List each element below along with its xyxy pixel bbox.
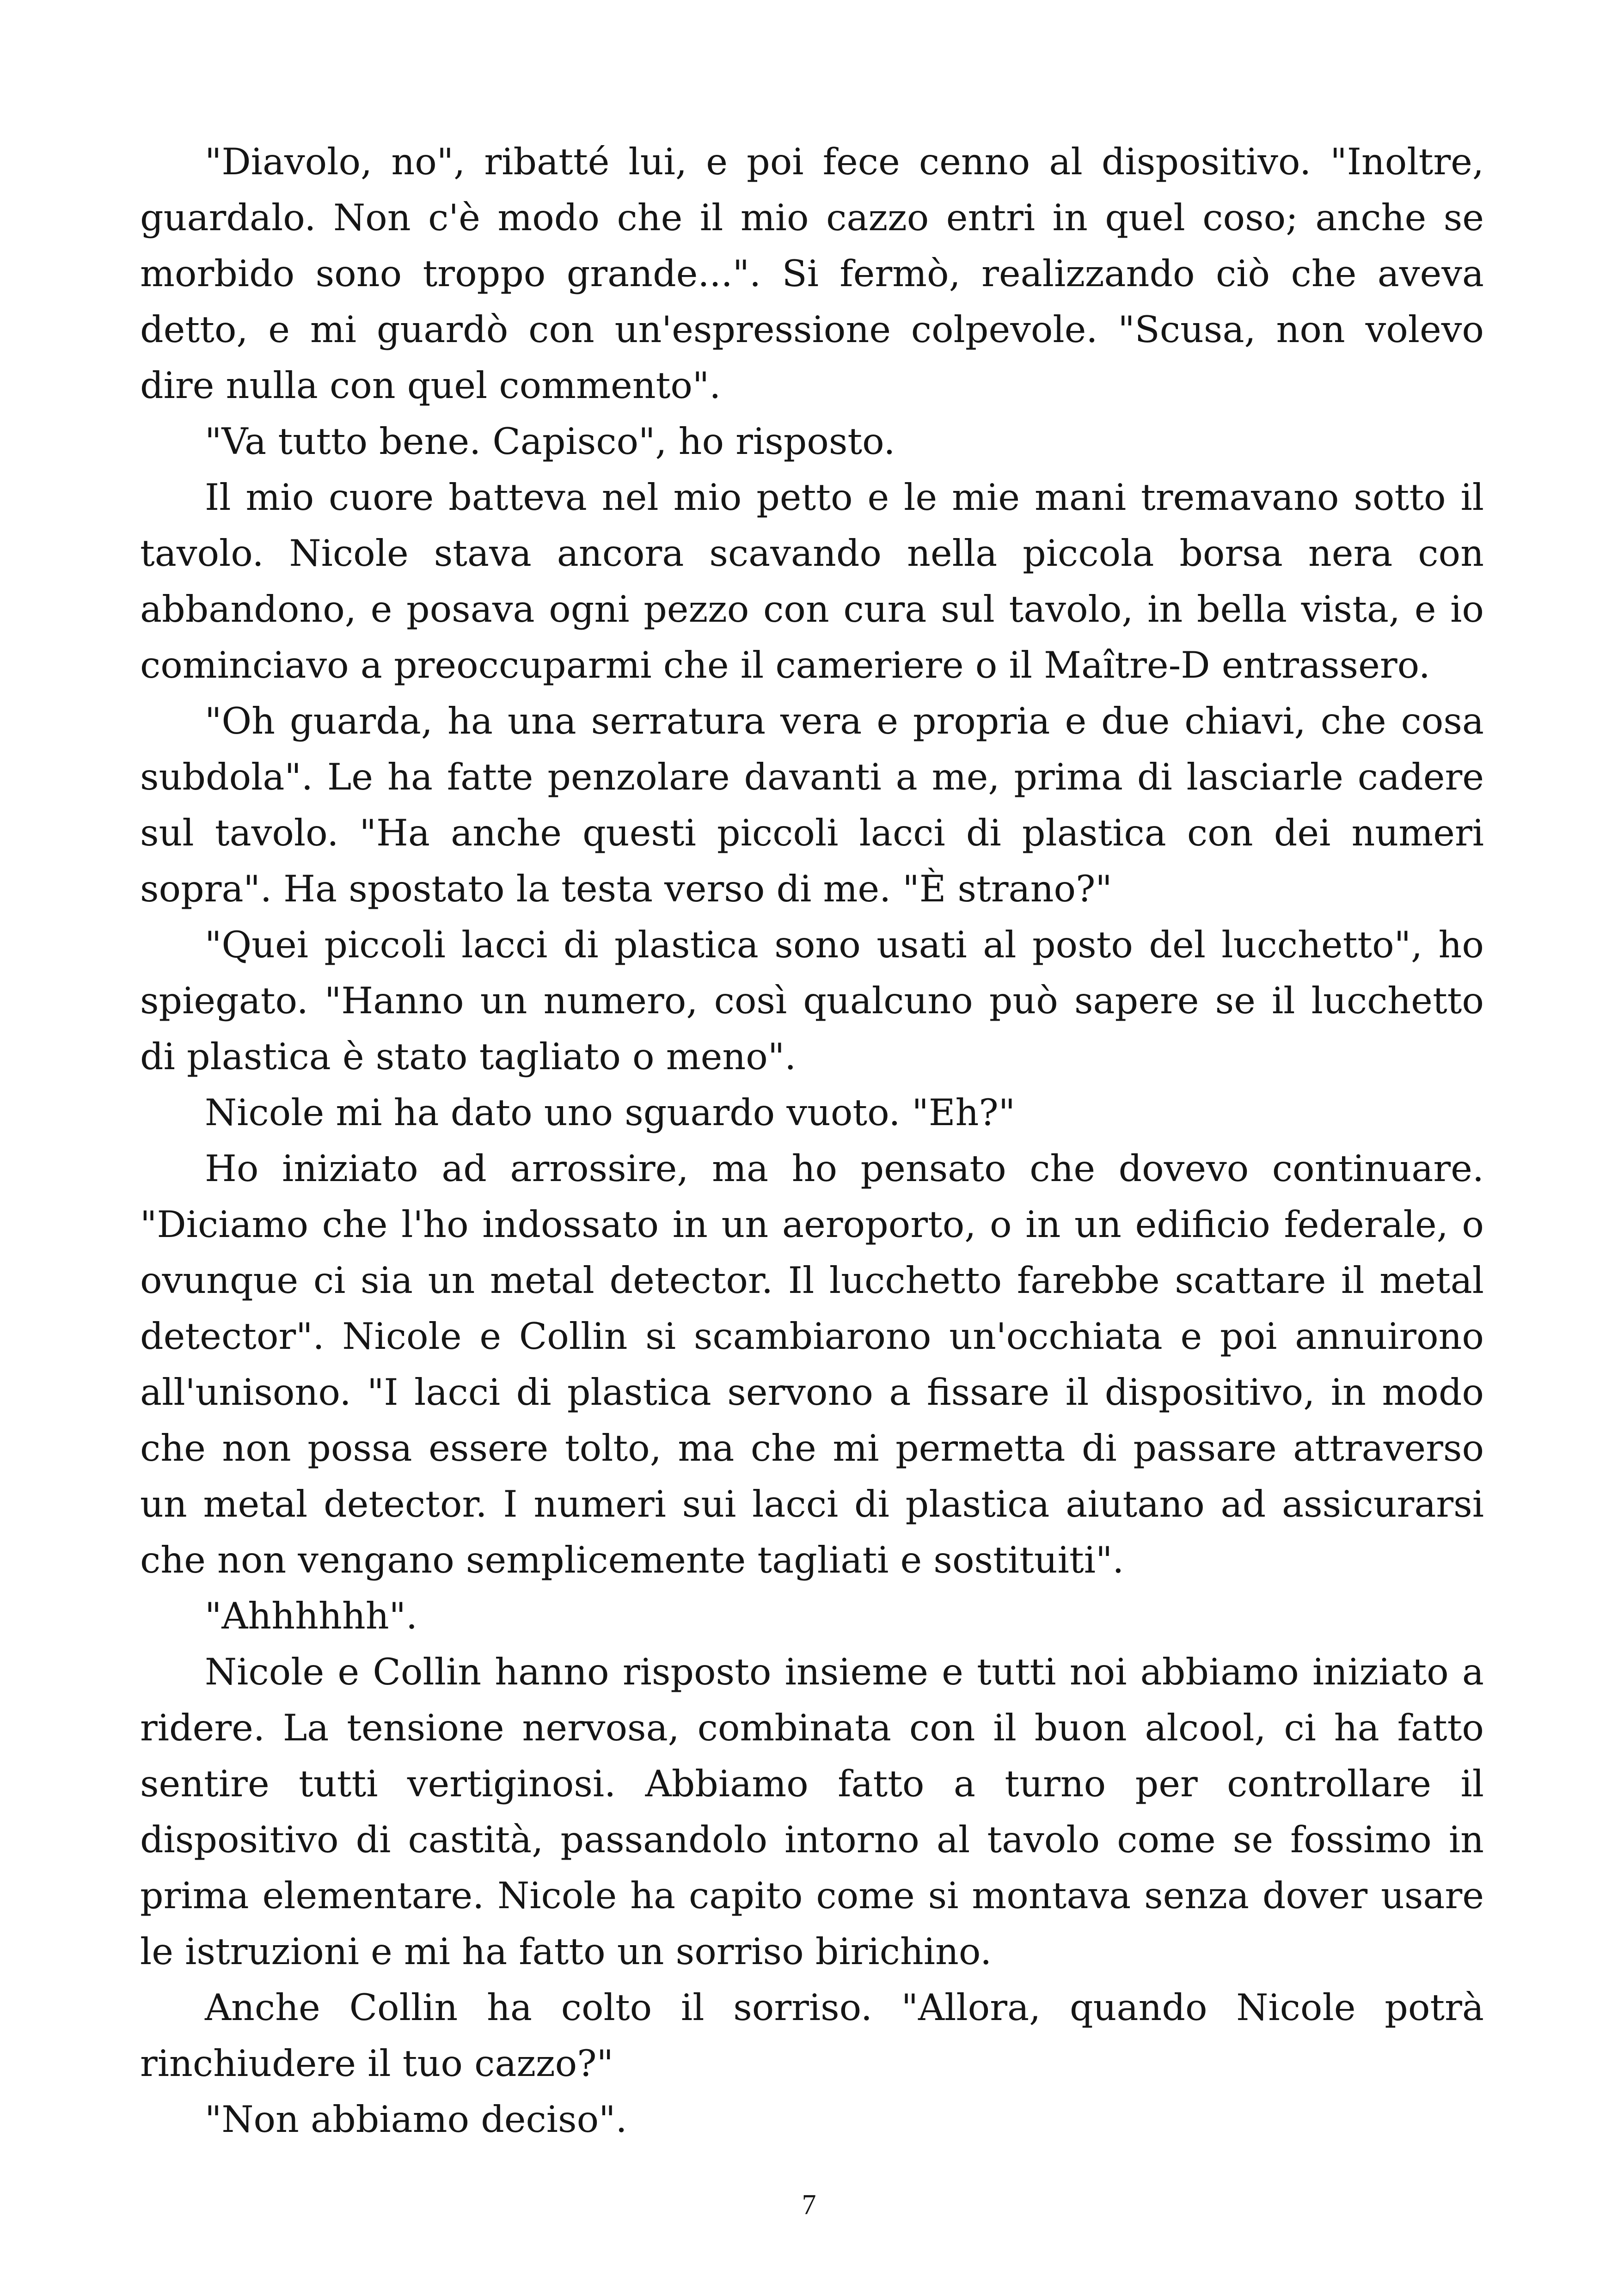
paragraph: Nicole mi ha dato uno sguardo vuoto. "Eh?" <box>205 1091 1016 1134</box>
page-number: 7 <box>802 2189 816 2221</box>
paragraph: "Ahhhhhh". <box>205 1595 418 1637</box>
paragraph: Nicole e Collin hanno risposto insieme e tutti noi abbiamo iniziato a ridere. La tensione nervosa, combinata con il buon alcool, ci ha fatto sentire tutti vertiginosi. Abbiamo fatto a turno per controllare il dispositivo di castità, passandolo intorno al tavolo come se fossimo in prima elementare. Nicole ha capito come si montava senza dover usare le istruzioni e mi ha fatto un sorriso birichino. <box>140 1651 1484 1973</box>
paragraph: Ho iniziato ad arrossire, ma ho pensato che dovevo continuare. "Diciamo che l'ho indossato in un aeroporto, o in un edificio federale, o ovunque ci sia un metal detector. Il lucchetto farebbe scattare il metal detector". Nicole e Collin si scambiarono un'occhiata e poi annuirono all'unisono. "I lacci di plastica servono a fissare il dispositivo, in modo che non possa essere tolto, ma che mi permetta di passare attraverso un metal detector. I numeri sui lacci di plastica aiutano ad assicurarsi che non vengano semplicemente tagliati e sostituiti". <box>140 1147 1484 1581</box>
paragraph: Il mio cuore batteva nel mio petto e le mie mani tremavano sotto il tavolo. Nicole stava ancora scavando nella piccola borsa nera con abbandono, e posava ogni pezzo con cura sul tavolo, in bella vista, e io cominciavo a preoccuparmi che il cameriere o il Maître-D entrassero. <box>140 476 1484 686</box>
paragraph: "Va tutto bene. Capisco", ho risposto. <box>205 420 895 463</box>
paragraph: "Oh guarda, ha una serratura vera e propria e due chiavi, che cosa subdola". Le ha fatte penzolare davanti a me, prima di lasciarle cadere sul tavolo. "Ha anche questi piccoli lacci di plastica con dei numeri sopra". Ha spostato la testa verso di me. "È strano?" <box>140 700 1484 910</box>
paragraph: Anche Collin ha colto il sorriso. "Allora, quando Nicole potrà rinchiudere il tuo cazzo?" <box>140 1986 1484 2085</box>
paragraph: "Diavolo, no", ribatté lui, e poi fece cenno al dispositivo. "Inoltre, guardalo. Non c'è modo che il mio cazzo entri in quel coso; anche se morbido sono troppo grande...". Si fermò, realizzando ciò che aveva detto, e mi guardò con un'espressione colpevole. "Scusa, non volevo dire nulla con quel commento". <box>140 141 1484 407</box>
paragraph: "Non abbiamo deciso". <box>205 2098 627 2141</box>
body-text <box>140 134 1484 2148</box>
paragraph: "Quei piccoli lacci di plastica sono usati al posto del lucchetto", ho spiegato. "Hanno un numero, così qualcuno può sapere se il lucchetto di plastica è stato tagliato o meno". <box>140 924 1484 1078</box>
